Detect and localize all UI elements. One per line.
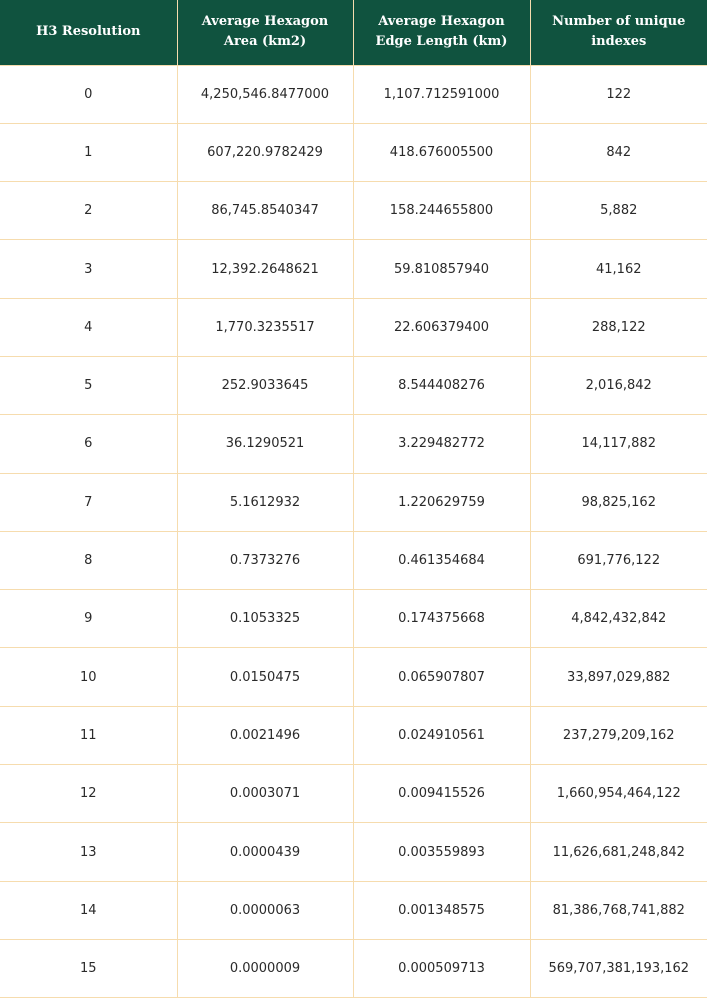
area-cell: 0.0021496 — [177, 706, 353, 764]
table-row — [0, 473, 707, 531]
resolution-cell: 12 — [0, 765, 177, 823]
table-header — [0, 0, 707, 65]
area-cell: 0.0000009 — [177, 939, 353, 997]
table-row — [0, 823, 707, 881]
area-cell: 607,220.9782429 — [177, 123, 353, 181]
table-row — [0, 590, 707, 648]
index-count-cell: 2,016,842 — [530, 356, 707, 414]
header-average-edge-length: Average Hexagon Edge Length (km) — [353, 0, 530, 65]
edge-length-cell: 418.676005500 — [353, 123, 530, 181]
area-cell: 4,250,546.8477000 — [177, 65, 353, 123]
area-cell: 0.1053325 — [177, 590, 353, 648]
table-row — [0, 881, 707, 939]
resolution-cell: 2 — [0, 182, 177, 240]
index-count-cell: 14,117,882 — [530, 415, 707, 473]
header-row — [0, 0, 707, 65]
index-count-cell: 1,660,954,464,122 — [530, 765, 707, 823]
index-count-cell: 11,626,681,248,842 — [530, 823, 707, 881]
area-cell: 36.1290521 — [177, 415, 353, 473]
area-cell: 0.0150475 — [177, 648, 353, 706]
edge-length-cell: 59.810857940 — [353, 240, 530, 298]
table-row — [0, 531, 707, 589]
index-count-cell: 33,897,029,882 — [530, 648, 707, 706]
header-unique-indexes: Number of unique indexes — [530, 0, 707, 65]
index-count-cell: 569,707,381,193,162 — [530, 939, 707, 997]
table-row — [0, 182, 707, 240]
edge-length-cell: 1,107.712591000 — [353, 65, 530, 123]
edge-length-cell: 8.544408276 — [353, 356, 530, 414]
area-cell: 0.0000439 — [177, 823, 353, 881]
header-average-hexagon-area: Average Hexagon Area (km2) — [177, 0, 353, 65]
resolution-cell: 7 — [0, 473, 177, 531]
index-count-cell: 288,122 — [530, 298, 707, 356]
edge-length-cell: 0.009415526 — [353, 765, 530, 823]
area-cell: 0.0000063 — [177, 881, 353, 939]
table-row — [0, 939, 707, 997]
index-count-cell: 237,279,209,162 — [530, 706, 707, 764]
edge-length-cell: 0.001348575 — [353, 881, 530, 939]
resolution-cell: 11 — [0, 706, 177, 764]
edge-length-cell: 1.220629759 — [353, 473, 530, 531]
resolution-cell: 14 — [0, 881, 177, 939]
table-body — [0, 65, 707, 998]
index-count-cell: 98,825,162 — [530, 473, 707, 531]
table-row — [0, 415, 707, 473]
edge-length-cell: 0.174375668 — [353, 590, 530, 648]
index-count-cell: 41,162 — [530, 240, 707, 298]
index-count-cell: 122 — [530, 65, 707, 123]
index-count-cell: 4,842,432,842 — [530, 590, 707, 648]
edge-length-cell: 0.024910561 — [353, 706, 530, 764]
header-h3-resolution: H3 Resolution — [0, 0, 177, 65]
area-cell: 0.0003071 — [177, 765, 353, 823]
resolution-cell: 3 — [0, 240, 177, 298]
resolution-cell: 1 — [0, 123, 177, 181]
table-row — [0, 706, 707, 764]
edge-length-cell: 0.461354684 — [353, 531, 530, 589]
edge-length-cell: 0.065907807 — [353, 648, 530, 706]
edge-length-cell: 22.606379400 — [353, 298, 530, 356]
resolution-cell: 6 — [0, 415, 177, 473]
table-row — [0, 65, 707, 123]
table-row — [0, 298, 707, 356]
resolution-cell: 4 — [0, 298, 177, 356]
edge-length-cell: 158.244655800 — [353, 182, 530, 240]
edge-length-cell: 0.003559893 — [353, 823, 530, 881]
area-cell: 12,392.2648621 — [177, 240, 353, 298]
resolution-cell: 15 — [0, 939, 177, 997]
area-cell: 0.7373276 — [177, 531, 353, 589]
area-cell: 86,745.8540347 — [177, 182, 353, 240]
edge-length-cell: 3.229482772 — [353, 415, 530, 473]
resolution-cell: 13 — [0, 823, 177, 881]
resolution-cell: 0 — [0, 65, 177, 123]
table-row — [0, 356, 707, 414]
index-count-cell: 5,882 — [530, 182, 707, 240]
resolution-cell: 9 — [0, 590, 177, 648]
area-cell: 252.9033645 — [177, 356, 353, 414]
index-count-cell: 842 — [530, 123, 707, 181]
resolution-cell: 8 — [0, 531, 177, 589]
area-cell: 1,770.3235517 — [177, 298, 353, 356]
resolution-cell: 5 — [0, 356, 177, 414]
table-row — [0, 123, 707, 181]
resolution-cell: 10 — [0, 648, 177, 706]
index-count-cell: 691,776,122 — [530, 531, 707, 589]
edge-length-cell: 0.000509713 — [353, 939, 530, 997]
table-row — [0, 240, 707, 298]
area-cell: 5.1612932 — [177, 473, 353, 531]
table-row — [0, 765, 707, 823]
index-count-cell: 81,386,768,741,882 — [530, 881, 707, 939]
table-row — [0, 648, 707, 706]
